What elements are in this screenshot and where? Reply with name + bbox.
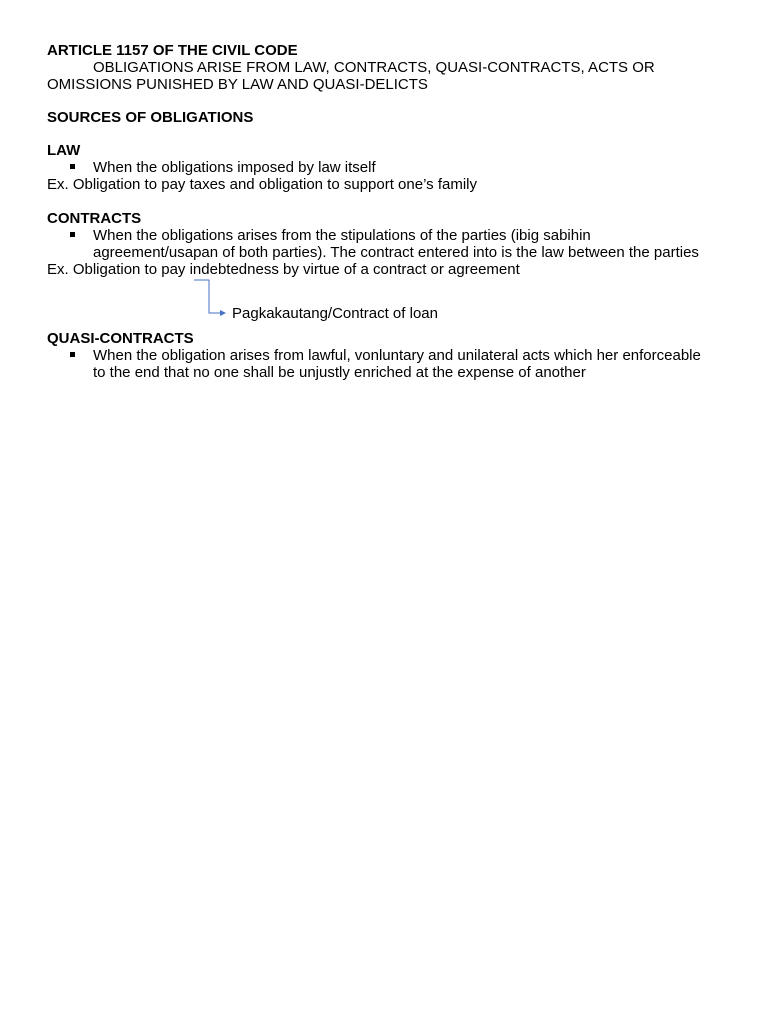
sources-heading: SOURCES OF OBLIGATIONS <box>47 109 254 126</box>
square-bullet-icon <box>70 352 75 357</box>
contracts-annotation <box>47 278 737 330</box>
contracts-bullet-line-2: agreement/usapan of both parties). The contract entered into is the law between the parties <box>93 244 699 261</box>
contracts-annotation-text: Pagkakautang/Contract of loan <box>232 305 438 322</box>
contracts-example: Ex. Obligation to pay indebtedness by virtue of a contract or agreement <box>47 261 520 278</box>
contracts-bullet-line-1: When the obligations arises from the stipulations of the parties (ibig sabihin <box>93 227 591 244</box>
contracts-heading: CONTRACTS <box>47 210 142 227</box>
square-bullet-icon <box>70 232 75 237</box>
quasi-contracts-bullet-line-1: When the obligation arises from lawful, vonluntary and unilateral acts which her enforceable <box>93 347 701 364</box>
law-example: Ex. Obligation to pay taxes and obligation to support one’s family <box>47 176 477 193</box>
contracts-bullet <box>47 227 737 261</box>
law-bullet <box>47 159 737 176</box>
quasi-contracts-heading: QUASI-CONTRACTS <box>47 330 194 347</box>
law-heading: LAW <box>47 142 81 159</box>
article-text-line-1: OBLIGATIONS ARISE FROM LAW, CONTRACTS, QUASI-CONTRACTS, ACTS OR <box>93 59 655 76</box>
square-bullet-icon <box>70 164 75 169</box>
article-text-line-2: OMISSIONS PUNISHED BY LAW AND QUASI-DELICTS <box>47 76 428 93</box>
contracts-section <box>47 210 737 330</box>
document-page <box>47 42 737 381</box>
law-section <box>47 142 737 193</box>
quasi-contracts-section <box>47 330 737 381</box>
law-bullet-text: When the obligations imposed by law itself <box>93 159 376 176</box>
article-title: ARTICLE 1157 OF THE CIVIL CODE <box>47 42 298 59</box>
elbow-arrow-icon <box>192 278 232 324</box>
quasi-contracts-bullet-line-2: to the end that no one shall be unjustly enriched at the expense of another <box>93 364 586 381</box>
quasi-contracts-bullet <box>47 347 737 381</box>
